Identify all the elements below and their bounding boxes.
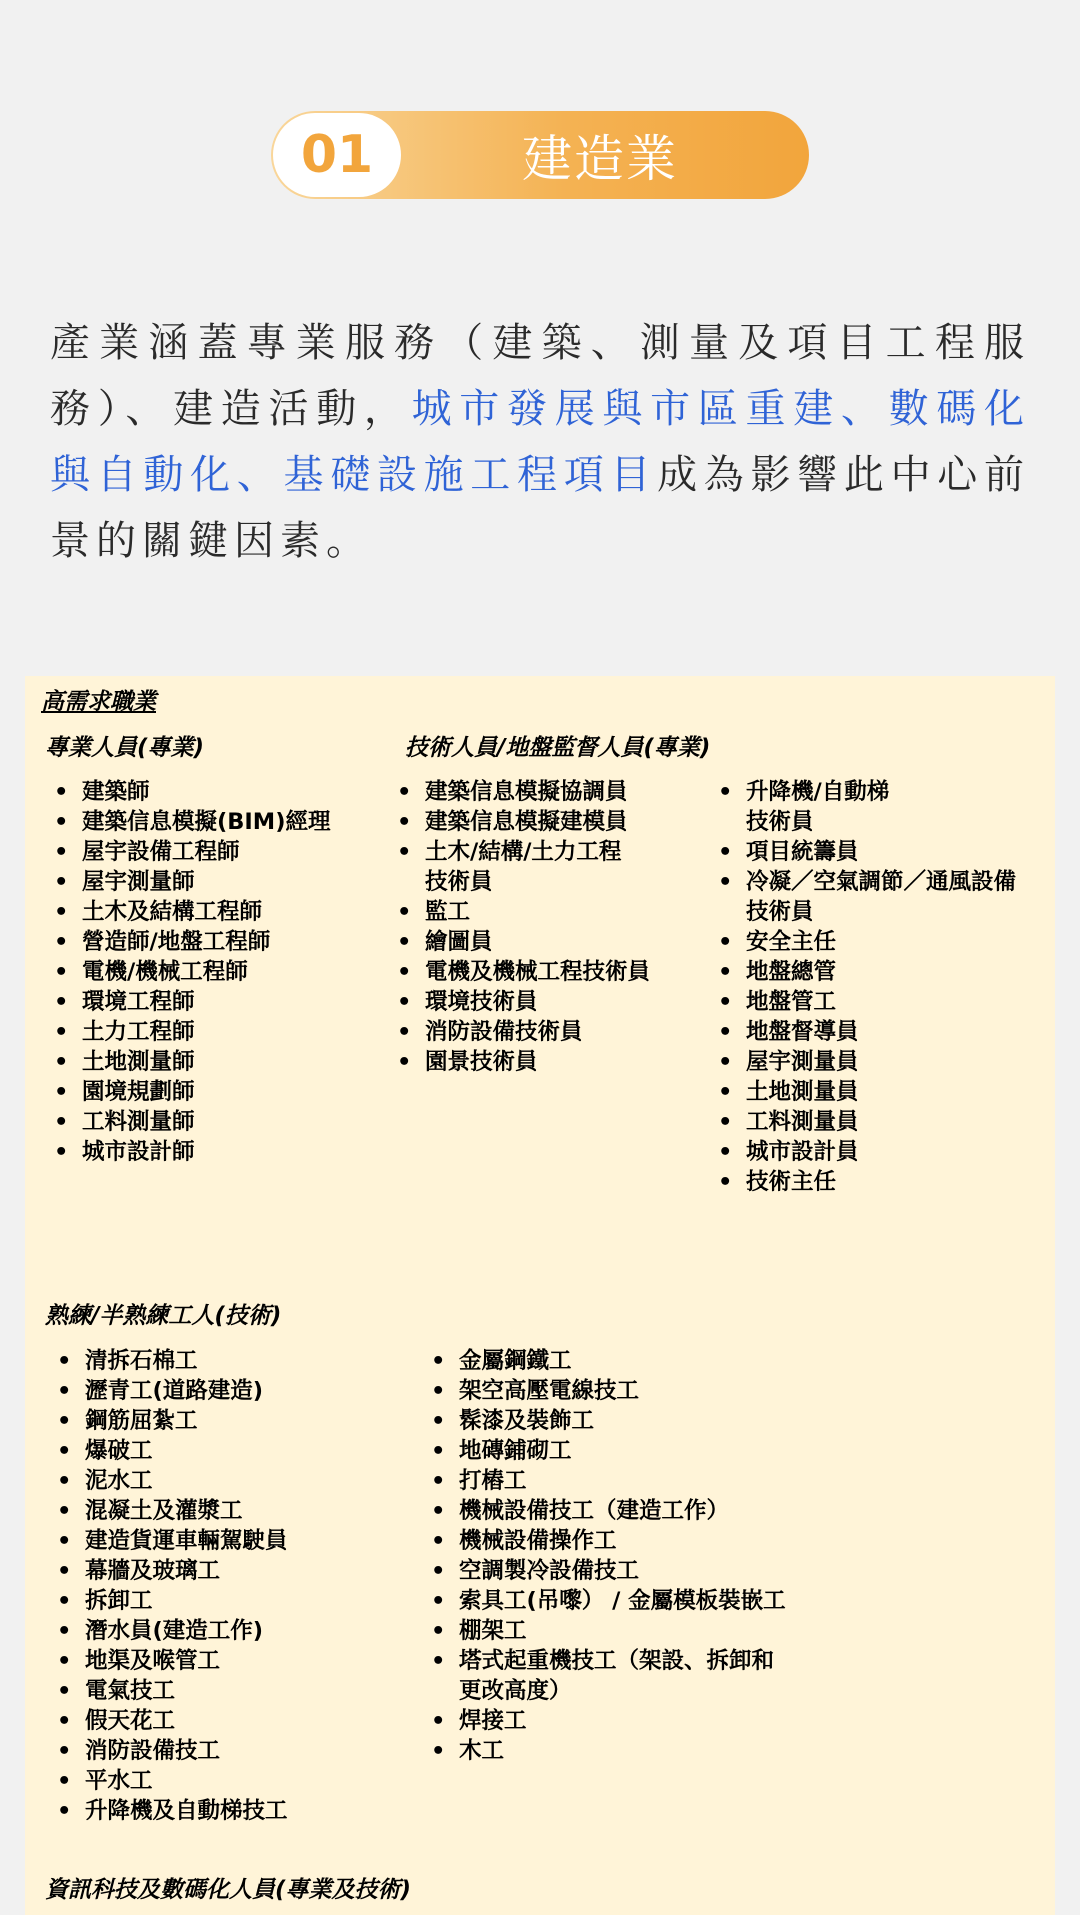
list-item: • 升降機及自動梯技工 bbox=[45, 1796, 288, 1826]
list-item: • 索具工(吊嚟） / 金屬模板裝嵌工 bbox=[419, 1586, 786, 1616]
list-item: • 爆破工 bbox=[45, 1436, 288, 1466]
it-heading: 資訊科技及數碼化人員(專業及技術) bbox=[45, 1877, 412, 1903]
list-item: • 電機/機械工程師 bbox=[42, 957, 330, 987]
list-item: • 瀝青工(道路建造) bbox=[45, 1376, 288, 1406]
list-item: • 建造貨運車輛駕駛員 bbox=[45, 1526, 288, 1556]
list-item: • 園景技術員 bbox=[385, 1047, 650, 1077]
skilled-list-b bbox=[419, 1346, 786, 1766]
list-item: • 項目統籌員 bbox=[706, 837, 1016, 867]
list-item: • 消防設備技工 bbox=[45, 1736, 288, 1766]
list-item: • 泥水工 bbox=[45, 1466, 288, 1496]
list-item: • 營造師/地盤工程師 bbox=[42, 927, 330, 957]
intro-text-1: 產業涵蓋專業服務（建築、測量及項目工程服務）、建造活動， bbox=[50, 320, 1030, 432]
list-item: • 環境技術員 bbox=[385, 987, 650, 1017]
skilled-heading: 熟練/半熟練工人(技術) bbox=[45, 1303, 282, 1329]
list-item: • 屋宇設備工程師 bbox=[42, 837, 330, 867]
list-item: • 地盤督導員 bbox=[706, 1017, 1016, 1047]
list-item: • 潛水員(建造工作) bbox=[45, 1616, 288, 1646]
list-item: • 屋宇測量師 bbox=[42, 867, 330, 897]
skilled-list-a bbox=[45, 1346, 288, 1826]
professional-list bbox=[42, 777, 330, 1167]
list-item: • 地磚鋪砌工 bbox=[419, 1436, 786, 1466]
list-item: • 城市設計師 bbox=[42, 1137, 330, 1167]
list-item: • 監工 bbox=[385, 897, 650, 927]
list-item: • 地渠及喉管工 bbox=[45, 1646, 288, 1676]
list-item: • 機械設備技工（建造工作） bbox=[419, 1496, 786, 1526]
technical-heading: 技術人員/地盤監督人員(專業) bbox=[405, 735, 711, 761]
intro-paragraph bbox=[50, 310, 1030, 574]
list-item: • 建築師 bbox=[42, 777, 330, 807]
occupation-table bbox=[25, 676, 1055, 1915]
list-item: • 工料測量員 bbox=[706, 1107, 1016, 1137]
section-badge bbox=[271, 111, 809, 199]
list-item: • 木工 bbox=[419, 1736, 786, 1766]
list-item: • 清拆石棉工 bbox=[45, 1346, 288, 1376]
list-item: • 土木/結構/土力工程 技術員 bbox=[385, 837, 650, 897]
list-item: • 地盤總管 bbox=[706, 957, 1016, 987]
list-item: • 升降機/自動梯 技術員 bbox=[706, 777, 1016, 837]
section-title: 建造業 bbox=[522, 130, 678, 188]
list-item: • 拆卸工 bbox=[45, 1586, 288, 1616]
list-item: • 棚架工 bbox=[419, 1616, 786, 1646]
list-item: • 髹漆及裝飾工 bbox=[419, 1406, 786, 1436]
list-item: • 工料測量師 bbox=[42, 1107, 330, 1137]
list-item: • 土木及結構工程師 bbox=[42, 897, 330, 927]
list-item: • 土地測量員 bbox=[706, 1077, 1016, 1107]
list-item: • 鋼筋屈紮工 bbox=[45, 1406, 288, 1436]
technical-list-a bbox=[385, 777, 650, 1077]
list-item: • 消防設備技術員 bbox=[385, 1017, 650, 1047]
technical-list-b bbox=[706, 777, 1016, 1197]
list-item: • 安全主任 bbox=[706, 927, 1016, 957]
high-demand-heading: 高需求職業 bbox=[41, 689, 156, 715]
list-item: • 焊接工 bbox=[419, 1706, 786, 1736]
list-item: • 幕牆及玻璃工 bbox=[45, 1556, 288, 1586]
list-item: • 打樁工 bbox=[419, 1466, 786, 1496]
list-item: • 冷凝／空氣調節／通風設備 技術員 bbox=[706, 867, 1016, 927]
list-item: • 金屬鋼鐵工 bbox=[419, 1346, 786, 1376]
intro-highlight: 城市發展與市區重建、數碼化與自動化、基礎設施工程項目 bbox=[50, 386, 1031, 498]
list-item: • 建築信息模擬(BIM)經理 bbox=[42, 807, 330, 837]
list-item: • 城市設計員 bbox=[706, 1137, 1016, 1167]
intro-text-2: 成為影響此中心前景的關鍵因素。 bbox=[50, 452, 1031, 564]
section-number: 01 bbox=[273, 113, 401, 197]
list-item: • 電氣技工 bbox=[45, 1676, 288, 1706]
list-item: • 土力工程師 bbox=[42, 1017, 330, 1047]
list-item: • 假天花工 bbox=[45, 1706, 288, 1736]
list-item: • 園境規劃師 bbox=[42, 1077, 330, 1107]
list-item: • 建築信息模擬協調員 bbox=[385, 777, 650, 807]
list-item: • 塔式起重機技工（架設、拆卸和 更改高度） bbox=[419, 1646, 786, 1706]
list-item: • 屋宇測量員 bbox=[706, 1047, 1016, 1077]
list-item: • 架空高壓電線技工 bbox=[419, 1376, 786, 1406]
list-item: • 土地測量師 bbox=[42, 1047, 330, 1077]
list-item: • 混凝土及灌漿工 bbox=[45, 1496, 288, 1526]
professional-heading: 專業人員(專業) bbox=[45, 735, 205, 761]
list-item: • 環境工程師 bbox=[42, 987, 330, 1017]
list-item: • 建築信息模擬建模員 bbox=[385, 807, 650, 837]
list-item: • 電機及機械工程技術員 bbox=[385, 957, 650, 987]
list-item: • 地盤管工 bbox=[706, 987, 1016, 1017]
list-item: • 平水工 bbox=[45, 1766, 288, 1796]
list-item: • 技術主任 bbox=[706, 1167, 1016, 1197]
list-item: • 空調製冷設備技工 bbox=[419, 1556, 786, 1586]
list-item: • 繪圖員 bbox=[385, 927, 650, 957]
list-item: • 機械設備操作工 bbox=[419, 1526, 786, 1556]
